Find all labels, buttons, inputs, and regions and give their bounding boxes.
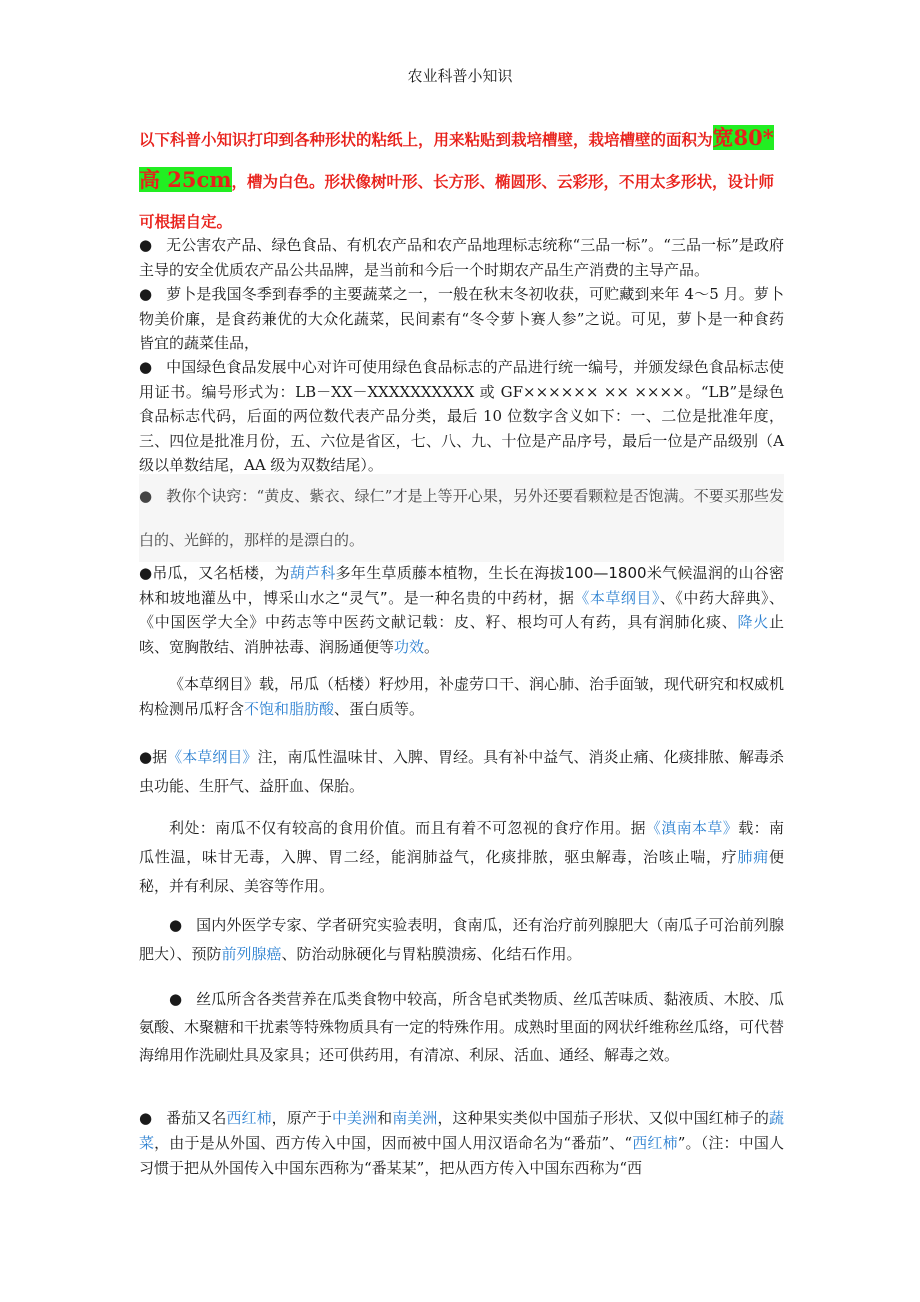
link-jianghuo[interactable]: 降火 bbox=[737, 613, 769, 631]
paragraph-three-products bbox=[139, 233, 784, 282]
paragraph-green-food-label bbox=[139, 355, 784, 478]
bullet-icon: ● bbox=[139, 1109, 153, 1127]
paragraph-text: ，原产于 bbox=[271, 1109, 332, 1127]
paragraph-text: 国内外医学专家、学者研究实验表明，食南瓜，还有治疗前列腺肥大（南瓜子可治前列腺肥大）、预防 bbox=[139, 916, 784, 963]
link-prostate-cancer[interactable]: 前列腺癌 bbox=[221, 945, 282, 963]
link-huluke[interactable]: 葫芦科 bbox=[289, 564, 336, 582]
intro-text: 以下科普小知识打印到各种形状的粘纸上，用来粘贴到栽培槽壁，栽培槽壁的面积为 bbox=[139, 131, 713, 149]
intro-instruction bbox=[139, 118, 784, 242]
paragraph-radish bbox=[139, 282, 784, 356]
paragraph-loofah bbox=[139, 985, 784, 1069]
paragraph-text: ，这种果实类似中国茄子形状、又似中国红柿子的 bbox=[437, 1109, 769, 1127]
paragraph-diaogua bbox=[139, 561, 784, 659]
paragraph-text: 萝卜是我国冬季到春季的主要蔬菜之一，一般在秋末冬初收获，可贮藏到来年 4～5 月。萝卜物美价廉，是食药兼优的大众化蔬菜，民间素有“冬令萝卜赛人参”之说。可见，萝卜是一种食药皆宜的蔬菜佳品， bbox=[139, 285, 784, 352]
paragraph-text: 《本草纲目》载，吊瓜（栝楼）籽炒用，补虚劳口干、润心肺、治手面皱，现代研究和权威机构检测吊瓜籽含 bbox=[139, 675, 785, 718]
bullet-icon: ● bbox=[139, 748, 153, 766]
paragraph-text: 止咳、宽胸散结、消肿祛毒、润肠通便等 bbox=[139, 613, 784, 656]
paragraph-text: 无公害农产品、绿色食品、有机农产品和农产品地理标志统称“三品一标”。“三品一标”是政府主导的安全优质农产品公共品牌，是当前和今后一个时期农产品生产消费的主导产品。 bbox=[139, 236, 784, 279]
page-title: 农业科普小知识 bbox=[407, 67, 513, 85]
bullet-icon: ● bbox=[139, 564, 153, 582]
paragraph-text: 多年生草质藤本植物，生长在海拔100—1800米气候温润的山谷密林和坡地灌丛中，博采山水之“灵气”。是一种名贵的中药材，据 bbox=[139, 564, 784, 607]
link-vegetable[interactable]: 蔬菜 bbox=[139, 1109, 784, 1152]
paragraph-pumpkin-nature bbox=[139, 743, 784, 801]
link-central-america[interactable]: 中美洲 bbox=[331, 1109, 378, 1127]
bullet-icon: ● bbox=[139, 285, 153, 303]
bullet-icon: ● bbox=[169, 916, 183, 934]
paragraph-tomato bbox=[139, 1106, 784, 1181]
paragraph-text: 中国绿色食品发展中心对许可使用绿色食品标志的产品进行统一编号，并颁发绿色食品标志使用证书。编号形式为：LB－XX－XXXXXXXXXX 或 GF×××××× ×× ××××。“LB”是绿色食品标志代码，后面的两位数代表产品分类，最后 10 位数字含义如下：一、二位是批准年度，三、四位是批准月份，五、六位是省区，七、八、九、十位是产品序号，最后一位是产品级别（A 级以单数结尾，AA 级为双数结尾）。 bbox=[139, 358, 784, 474]
highlighted-width: 宽 bbox=[712, 125, 734, 150]
bullet-icon: ● bbox=[139, 236, 153, 254]
link-unsaturated-fatty-acid[interactable]: 不饱和脂肪酸 bbox=[244, 699, 335, 718]
paragraph-text: 吊瓜，又名栝楼，为 bbox=[152, 564, 290, 582]
paragraph-text: 注，南瓜性温味甘、入脾、胃经。具有补中益气、消炎止痛、化痰排脓、解毒杀虫功能、生肝气、益肝血、保胎。 bbox=[139, 748, 784, 795]
paragraph-text: 。 bbox=[424, 637, 440, 656]
paragraph-text: 据 bbox=[152, 748, 168, 766]
link-gongxiao[interactable]: 功效 bbox=[394, 637, 425, 656]
paragraph-text: 、防治动脉硬化与胃粘膜溃疡、化结石作用。 bbox=[281, 945, 582, 963]
paragraph-text: 和 bbox=[377, 1109, 393, 1127]
paragraph-pumpkin-benefit bbox=[139, 814, 784, 901]
link-south-america[interactable]: 南美洲 bbox=[392, 1109, 438, 1127]
paragraph-text: ”。（注：中国人习惯于把从外国传入中国东西称为“番某某”，把从西方传入中国东西称为“西 bbox=[139, 1134, 784, 1177]
paragraph-text: 利处：南瓜不仅有较高的食用价值。而且有着不可忽视的食疗作用。据 bbox=[169, 819, 646, 837]
paragraph-text: 便秘，并有利尿、美容等作用。 bbox=[139, 848, 784, 895]
paragraph-pumpkin-research bbox=[139, 911, 784, 969]
link-xihongshi[interactable]: 西红柿 bbox=[226, 1109, 272, 1127]
link-bencao-gangmu-2[interactable]: 《本草纲目》 bbox=[167, 748, 258, 766]
link-feiyong[interactable]: 肺痈 bbox=[737, 848, 769, 866]
intro-text-continued: ，槽为白色。形状像树叶形、长方形、椭圆形、云彩形，不用太多形状，设计师可根据自定。 bbox=[139, 173, 775, 231]
paragraph-pistachio-tip bbox=[139, 474, 784, 562]
highlighted-size: 80*高 25cm bbox=[139, 125, 774, 192]
bullet-icon: ● bbox=[139, 487, 153, 505]
paragraph-text: 、蛋白质等。 bbox=[334, 699, 425, 718]
paragraph-text: 丝瓜所含各类营养在瓜类食物中较高，所含皂甙类物质、丝瓜苦味质、黏液质、木胶、瓜氨酸、木聚糖和干扰素等特殊物质具有一定的特殊作用。成熟时里面的网状纤维称丝瓜络，可代替海绵用作洗刷灶具及家具；还可供药用，有清凉、利尿、活血、通经、解毒之效。 bbox=[139, 990, 785, 1064]
link-diannan-bencao[interactable]: 《滇南本草》 bbox=[645, 819, 739, 837]
bullet-icon: ● bbox=[139, 358, 153, 376]
paragraph-text: ，由于是从外国、西方传入中国，因而被中国人用汉语命名为“番茄”、“ bbox=[154, 1134, 633, 1152]
bullet-icon: ● bbox=[169, 990, 183, 1008]
link-bencao-gangmu[interactable]: 《本草纲目》 bbox=[574, 588, 660, 607]
paragraph-diaogua-seed bbox=[139, 672, 784, 721]
link-xihongshi-2[interactable]: 西红柿 bbox=[632, 1134, 678, 1152]
paragraph-text: 载：南瓜性温，味甘无毒，入脾、胃二经，能润肺益气，化痰排脓，驱虫解毒，治咳止喘，疗 bbox=[139, 819, 784, 866]
paragraph-text: 、《中药大辞典》、《中国医学大全》中药志等中医药文献记载：皮、籽、根均可人有药，具有润肺化痰、 bbox=[139, 588, 784, 631]
paragraph-text: 教你个诀窍：“黄皮、紫衣、绿仁”才是上等开心果，另外还要看颗粒是否饱满。不要买那些发白的、光鲜的，那样的是漂白的。 bbox=[139, 487, 784, 549]
paragraph-text: 番茄又名 bbox=[166, 1109, 227, 1127]
